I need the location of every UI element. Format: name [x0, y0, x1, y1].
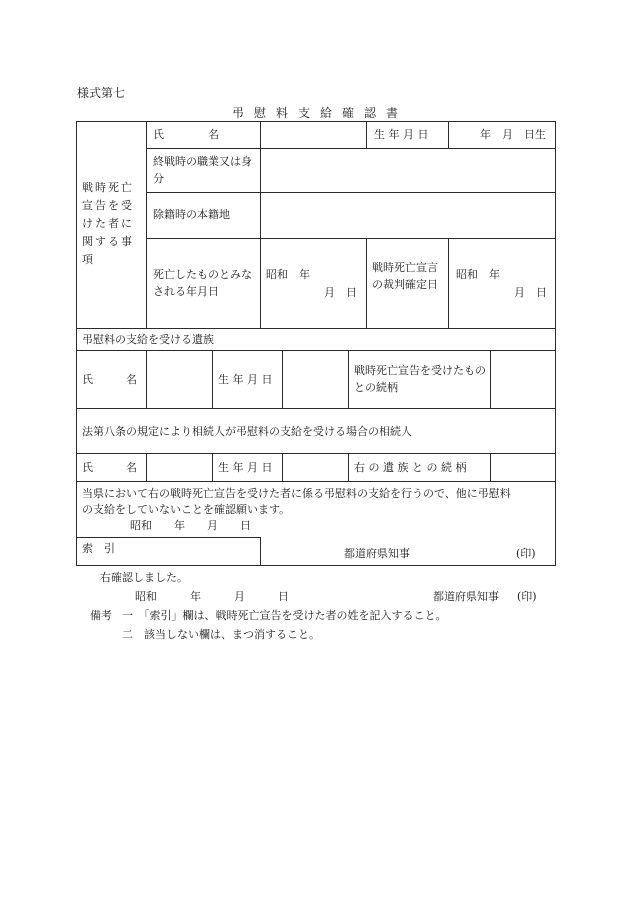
- heir-relation-label: 右 の 遺 族 と の 続 柄: [354, 461, 467, 474]
- domicile-label: 除籍時の本籍地: [153, 208, 230, 221]
- deceased-birth-label: 生 年 月 日: [374, 128, 429, 141]
- request-governor: 都道府県知事: [344, 547, 410, 560]
- note-item-1: 一 「索引」欄は、戦時死亡宣告を受けた者の姓を記入すること。: [122, 609, 447, 622]
- heir-name-label: 氏 名: [82, 461, 137, 474]
- index-field[interactable]: [136, 539, 258, 563]
- bereaved-name-label: 氏 名: [82, 373, 137, 386]
- deceased-birth-value[interactable]: 年 月 日生: [480, 128, 546, 141]
- death-date-label: 死亡したものとみなされる年月日: [153, 268, 252, 298]
- notes-label: 備考: [90, 609, 112, 622]
- deceased-section-label: 戦時死亡宣告を受けた者に関する事項: [82, 181, 134, 266]
- request-date[interactable]: 昭和 年 月 日: [130, 519, 251, 532]
- confirmation-governor: 都道府県知事: [433, 590, 499, 603]
- heir-birth-label: 生 年 月 日: [218, 461, 273, 474]
- request-seal: (印): [516, 547, 536, 560]
- occupation-label: 終戦時の職業又は身分: [153, 155, 252, 185]
- ruling-date-month-day[interactable]: 月 日: [514, 286, 547, 299]
- domicile-field[interactable]: [263, 196, 553, 234]
- heir-name-field[interactable]: [149, 456, 211, 478]
- death-date-era[interactable]: 昭和 年: [266, 268, 310, 281]
- bereaved-family-heading: 弔慰料の支給を受ける遺族: [82, 333, 214, 346]
- bereaved-name-field[interactable]: [149, 353, 211, 405]
- bereaved-relation-label: 戦時死亡宣告を受けたものとの続柄: [354, 364, 486, 394]
- heir-birth-field[interactable]: [285, 456, 347, 478]
- form-code: 様式第七: [77, 86, 126, 100]
- bereaved-birth-field[interactable]: [285, 353, 347, 405]
- death-date-month-day[interactable]: 月 日: [324, 286, 357, 299]
- deceased-name-field[interactable]: [263, 126, 365, 144]
- ruling-date-label: 戦時死亡宣言の裁判確定日: [372, 261, 438, 291]
- note-item-2: 二 該当しない欄は、まつ消すること。: [122, 628, 320, 641]
- bereaved-birth-label: 生 年 月 日: [218, 373, 273, 386]
- index-label: 索 引: [82, 542, 115, 555]
- deceased-name-label: 氏 名: [153, 128, 219, 141]
- form-table: [76, 121, 556, 566]
- confirmation-seal: (印): [517, 590, 537, 603]
- heir-relation-field[interactable]: [493, 456, 553, 478]
- confirmation-text: 右確認しました。: [100, 571, 188, 584]
- occupation-field[interactable]: [263, 151, 553, 189]
- heir-heading: 法第八条の規定により相続人が弔慰料の支給を受ける場合の相続人: [82, 425, 412, 438]
- request-text-line2: の支給をしていないことを確認願います。: [82, 503, 291, 516]
- request-text-line1: 当県において右の戦時死亡宣告を受けた者に係る弔慰料の支給を行うので、他に弔慰料: [82, 487, 511, 500]
- form-title: 弔慰料支給確認書: [231, 106, 408, 120]
- confirmation-date[interactable]: 昭和 年 月 日: [135, 590, 289, 603]
- ruling-date-era[interactable]: 昭和 年: [456, 268, 500, 281]
- bereaved-relation-field[interactable]: [493, 353, 553, 405]
